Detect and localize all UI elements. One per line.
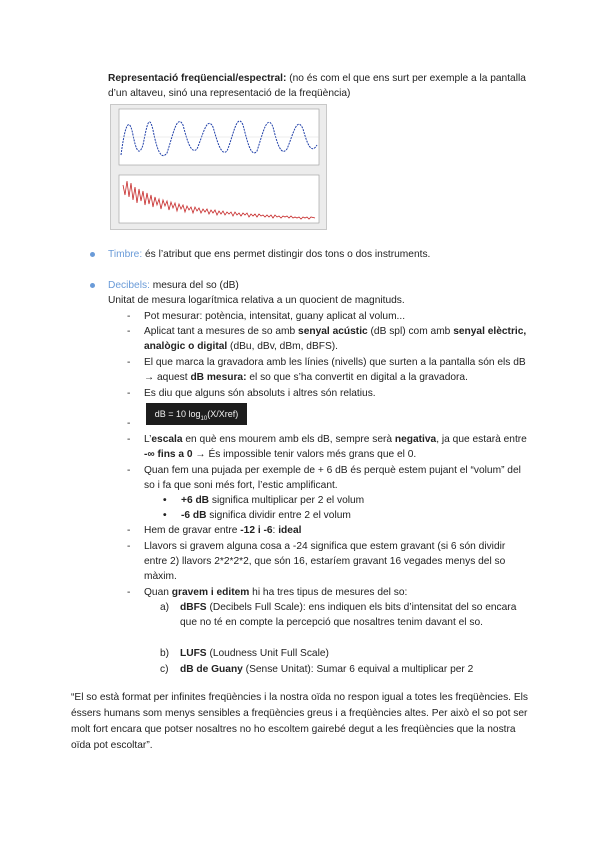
item-text: Es diu que alguns són absoluts i altres són relatius.: [144, 388, 376, 399]
dash-mark: -: [127, 434, 131, 445]
dash-mark: -: [127, 418, 131, 429]
item-bold: LUFS: [180, 648, 207, 659]
dash-mark: -: [127, 541, 131, 552]
closing-quote: “El so està format per infinites freqüències i la nostra oïda no respon igual a totes les freqüències. Els éssers humans som menys sensibles a freqüències greus i a freqüències altes. Per això el so pot ser molt fort encara que potser nosaltres no ho escoltem gairebé degut a les freqüències que la nostra oïda pot escoltar”.: [71, 692, 528, 751]
dash-mark: -: [127, 525, 131, 536]
item-bold: senyal elèctric, analògic o digital: [144, 326, 527, 352]
item-bold: dB mesura:: [190, 372, 247, 383]
item-text: (Decibels Full Scale): ens indiquen els bits d’intensitat del so encara que no té en compte la percepció que nosaltres tenim davant el so.: [180, 602, 517, 628]
bullet-dot: [90, 252, 95, 257]
dash-item-minus24: [127, 539, 529, 584]
sub-bullet: •: [163, 510, 167, 521]
item-text: (Loudness Unit Full Scale): [206, 648, 329, 659]
item-text: El que marca la gravadora amb les línies (nivells) que surten a la pantalla són els dB → aquest: [144, 357, 526, 383]
item-bold: senyal acústic: [298, 326, 368, 337]
item-text: Quan: [144, 587, 172, 598]
item-text: (dB spl) com amb: [367, 326, 454, 337]
timbre-bullet: [90, 247, 530, 262]
item-text: , ja que estarà entre: [436, 434, 527, 445]
item-text: (Sense Unitat): Sumar 6 equival a multiplicar per 2: [242, 664, 474, 675]
bullet-dot: [90, 283, 95, 288]
item-bold: dB de Guany: [180, 664, 243, 675]
item-text: hi ha tres tipus de mesures del so:: [249, 587, 408, 598]
heading-title: Representació freqüencial/espectral:: [108, 73, 287, 84]
item-text: L’: [144, 434, 152, 445]
timbre-label: Timbre:: [108, 249, 143, 260]
decibels-subtitle: Unitat de mesura logarítmica relativa a un quocient de magnituds.: [108, 295, 405, 306]
item-text: Llavors si gravem alguna cosa a -24 significa que estem gravant (si 6 són dividir entre 2) llavors 2*2*2*2, que són 16, estaríem gravant 16 vegades menys del so màxim.: [144, 541, 506, 582]
item-bold: negativa: [394, 434, 437, 445]
letter-item-gain: [160, 662, 525, 677]
item-text: Quan fem una pujada per exemple de + 6 dB és perquè estem pujant el “volum” del so i fa que soni més fort, l’estic amplificant.: [144, 465, 521, 491]
item-text: Hem de gravar entre: [144, 525, 241, 536]
dash-mark: -: [127, 326, 131, 337]
item-text: :: [272, 525, 279, 536]
item-bold: -12 i -6: [240, 525, 273, 536]
spectral-figure: [110, 104, 327, 230]
item-bold: gravem i editem: [171, 587, 250, 598]
letter-marker: c): [160, 664, 169, 675]
dash-mark: -: [127, 357, 131, 368]
dash-item-measure: [127, 309, 529, 324]
dash-item-ideal: [127, 523, 529, 538]
decibels-bullet: [90, 278, 530, 293]
decibels-label: Decibels:: [108, 280, 150, 291]
waveform-spectrum-image: [111, 105, 326, 229]
dash-mark: -: [127, 311, 131, 322]
dash-item-types: [127, 585, 529, 600]
letter-item-lufs: [160, 646, 525, 661]
dash-mark: -: [127, 388, 131, 399]
dash-mark: -: [127, 465, 131, 476]
db-formula-image: dB = 10 $\log_{10}(X/Xref)$: [146, 403, 247, 425]
item-text: significa multiplicar per 2 el volum: [209, 495, 365, 506]
item-bold: ideal: [278, 525, 302, 536]
sub-bullet: •: [163, 495, 167, 506]
item-bold: -∞ fins a 0: [144, 449, 193, 460]
item-text: (dBu, dBv, dBm, dBFS).: [227, 341, 338, 352]
heading-rest: (no és com el que ens surt per exemple a la pantalla d’un altaveu, sinó una representació de la freqüència): [108, 73, 526, 99]
spectral-heading: [108, 71, 528, 101]
item-text: en què ens mourem amb els dB, sempre serà: [182, 434, 395, 445]
dash-mark: -: [127, 587, 131, 598]
item-bold: escala: [151, 434, 183, 445]
decibels-text: mesura del so (dB): [149, 280, 239, 291]
dash-item-recorder: [127, 355, 529, 385]
letter-marker: a): [160, 602, 170, 613]
sub-item-minus6: [163, 508, 521, 523]
item-text: → És impossible tenir valors més grans que el 0.: [192, 449, 417, 460]
item-bold: dBFS: [180, 602, 207, 613]
sub-item-plus6: [163, 493, 521, 508]
timbre-text: és l’atribut que ens permet distingir dos tons o dos instruments.: [142, 249, 431, 260]
dash-item-scale: [127, 432, 529, 462]
item-bold: +6 dB: [181, 495, 210, 506]
item-text: el so que s’ha convertit en digital a la gravadora.: [246, 372, 468, 383]
item-text: significa dividir entre 2 el volum: [206, 510, 351, 521]
item-text: Pot mesurar: potència, intensitat, guany aplicat al volum...: [144, 311, 406, 322]
dash-item-applied: [127, 324, 529, 354]
item-bold: -6 dB: [181, 510, 207, 521]
dash-item-increase: [127, 463, 529, 493]
letter-marker: b): [160, 648, 170, 659]
dash-item-absolute: [127, 386, 529, 401]
letter-item-dbfs: [160, 600, 525, 630]
item-text: Aplicat tant a mesures de so amb: [144, 326, 299, 337]
